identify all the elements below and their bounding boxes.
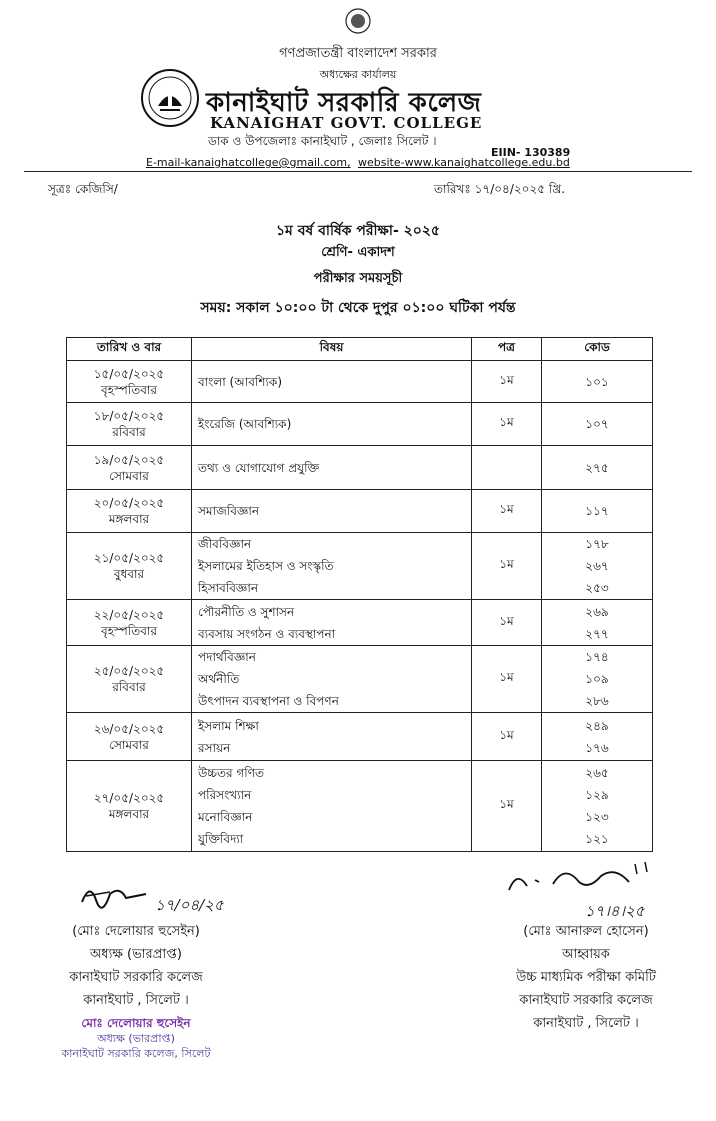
principal-block <box>26 920 246 1012</box>
office-name: অধ্যক্ষের কার্যালয় <box>319 68 397 81</box>
table-row <box>67 761 653 852</box>
table-row <box>67 533 653 600</box>
code-cell <box>542 646 653 713</box>
paper-cell <box>472 446 542 490</box>
table-row <box>67 403 653 446</box>
convener-name: (মোঃ আনারুল হোসেন) <box>523 924 649 939</box>
exam-day: রবিবার <box>112 425 146 439</box>
exam-date: ২৭/০৫/২০২৫ <box>93 791 165 805</box>
subject-name: বাংলা (আবশ্যিক) <box>198 374 283 389</box>
exam-day: সোমবার <box>109 468 149 483</box>
paper-cell: ১ম <box>472 490 542 533</box>
header-subject: বিষয় <box>192 338 472 361</box>
exam-day: বৃহস্পতিবার <box>101 382 157 397</box>
date-cell <box>67 761 192 852</box>
table-header-row <box>67 338 653 361</box>
subject-name: পৌরনীতি ও সুশাসন <box>198 604 295 619</box>
subject-code: ২৭৭ <box>585 626 609 641</box>
subject-name: উচ্চতর গণিত <box>198 766 264 780</box>
subject-name: হিসাববিজ্ঞান <box>198 581 259 595</box>
code-cell <box>542 533 653 600</box>
date-cell <box>67 533 192 600</box>
code-cell <box>542 446 653 490</box>
principal-institution: কানাইঘাট সরকারি কলেজ <box>69 970 203 985</box>
subject-code: ১০১ <box>585 374 609 389</box>
subject-cell <box>192 600 472 646</box>
header-divider <box>24 171 692 172</box>
subject-code: ২৬৫ <box>585 766 609 780</box>
subject-name: যুক্তিবিদ্যা <box>198 832 244 846</box>
principal-name: (মোঃ দেলোয়ার হুসেইন) <box>72 924 200 939</box>
exam-day: বৃহস্পতিবার <box>101 623 157 638</box>
website-link[interactable]: website-www.kanaighatcollege.edu.bd <box>358 156 570 169</box>
subject-name: পরিসংখ্যান <box>198 788 252 802</box>
principal-stamp <box>36 1016 236 1061</box>
subject-name: পদার্থবিজ্ঞান <box>198 650 256 664</box>
subject-code: ২৭৫ <box>585 460 609 475</box>
date-cell <box>67 713 192 761</box>
principal-place: কানাইঘাট , সিলেট । <box>83 993 189 1008</box>
signature-scribble-icon <box>505 860 665 896</box>
stamp-title: অধ্যক্ষ (ভারপ্রাপ্ত) <box>97 1032 175 1045</box>
header-date: তারিখ ও বার <box>67 338 192 361</box>
table-row <box>67 713 653 761</box>
subject-cell <box>192 361 472 403</box>
exam-day: মঙ্গলবার <box>108 807 150 821</box>
date-cell <box>67 600 192 646</box>
subject-cell <box>192 490 472 533</box>
principal-title: অধ্যক্ষ (ভারপ্রাপ্ত) <box>90 947 182 962</box>
subject-cell <box>192 403 472 446</box>
subject-cell <box>192 533 472 600</box>
subject-code: ১২৯ <box>585 788 609 802</box>
subject-name: জীববিজ্ঞান <box>198 537 252 551</box>
subject-cell <box>192 761 472 852</box>
table-row <box>67 646 653 713</box>
subject-code: ২৪৯ <box>585 718 609 733</box>
paper-cell: ১ম <box>472 713 542 761</box>
paper-cell: ১ম <box>472 761 542 852</box>
date-cell <box>67 403 192 446</box>
stamp-name: মোঃ দেলোয়ার হুসেইন <box>81 1016 191 1030</box>
subject-name: ইংরেজি (আবশ্যিক) <box>198 417 292 431</box>
subject-code: ১০৭ <box>585 417 609 431</box>
exam-day: রবিবার <box>112 680 146 694</box>
date-cell <box>67 446 192 490</box>
eiin-number: EIIN- 130389 <box>491 146 571 159</box>
subject-name: তথ্য ও যোগাযোগ প্রযুক্তি <box>198 460 320 475</box>
code-cell <box>542 761 653 852</box>
exam-date: ১৫/০৫/২০২৫ <box>93 366 165 381</box>
college-emblem-icon <box>140 68 200 128</box>
paper-cell: ১ম <box>472 403 542 446</box>
subject-code: ২৬৭ <box>585 559 609 573</box>
subject-code: ১৭৪ <box>585 650 609 664</box>
subject-name: ইসলাম শিক্ষা <box>198 718 259 733</box>
subject-name: মনোবিজ্ঞান <box>198 810 253 824</box>
signature-scribble-icon <box>80 880 150 910</box>
exam-date: ২২/০৫/২০২৫ <box>93 607 165 622</box>
code-cell <box>542 403 653 446</box>
paper-cell: ১ম <box>472 646 542 713</box>
convener-institution: কানাইঘাট সরকারি কলেজ <box>519 993 653 1008</box>
subject-name: উৎপাদন ব্যবস্থাপনা ও বিপণন <box>198 694 339 708</box>
exam-day: সোমবার <box>109 737 149 752</box>
exam-date: ১৮/০৫/২০২৫ <box>93 409 165 423</box>
exam-day: মঙ্গলবার <box>108 512 150 526</box>
subject-code: ১২১ <box>585 832 609 846</box>
exam-title: ১ম বর্ষ বার্ষিক পরীক্ষা- ২০২৫ <box>275 223 441 239</box>
subject-name: সমাজবিজ্ঞান <box>198 504 260 518</box>
reference-number: সূত্রঃ কেজিসি/ <box>48 182 118 196</box>
email-link[interactable]: E-mail-kanaighatcollege@gmail.com, <box>146 156 351 169</box>
header-paper: পত্র <box>472 338 542 361</box>
date-cell <box>67 490 192 533</box>
convener-committee: উচ্চ মাধ্যমিক পরীক্ষা কমিটি <box>516 970 656 985</box>
code-cell <box>542 361 653 403</box>
paper-cell: ১ম <box>472 533 542 600</box>
convener-sign-date: ১৭।৪।২৫ <box>585 902 645 920</box>
subject-code: ২৬৯ <box>585 604 609 619</box>
table-row <box>67 446 653 490</box>
subject-code: ২৫৩ <box>585 581 609 595</box>
government-seal-icon <box>345 8 371 34</box>
paper-cell: ১ম <box>472 361 542 403</box>
issue-date: তারিখঃ ১৭/০৪/২০২৫ খ্রি. <box>434 182 566 196</box>
date-cell <box>67 646 192 713</box>
college-address: ডাক ও উপজেলাঃ কানাইঘাট , জেলাঃ সিলেট । <box>208 134 437 148</box>
date-cell <box>67 361 192 403</box>
subject-cell <box>192 646 472 713</box>
convener-place: কানাইঘাট , সিলেট । <box>533 1016 639 1031</box>
header-code: কোড <box>542 338 653 361</box>
exam-schedule-table <box>66 337 653 852</box>
exam-date: ২১/০৫/২০২৫ <box>93 551 165 565</box>
subject-code: ১০৯ <box>585 672 609 686</box>
subject-code: ১৭৬ <box>585 740 609 755</box>
class-title: শ্রেণি- একাদশ <box>321 245 395 260</box>
exam-date: ১৯/০৫/২০২৫ <box>93 452 165 467</box>
schedule-title: পরীক্ষার সময়সূচী <box>313 271 403 286</box>
subject-code: ১৭৮ <box>585 537 609 551</box>
code-cell <box>542 713 653 761</box>
convener-title: আহ্বায়ক <box>562 947 610 962</box>
exam-date: ২৫/০৫/২০২৫ <box>93 664 165 678</box>
subject-code: ২৮৬ <box>585 694 609 708</box>
subject-cell <box>192 713 472 761</box>
table-row <box>67 490 653 533</box>
subject-name: অর্থনীতি <box>198 672 240 686</box>
exam-time: সময়: সকাল ১০:০০ টা থেকে দুপুর ০১:০০ ঘটিকা পর্যন্ত <box>200 300 516 316</box>
subject-name: রসায়ন <box>198 740 231 755</box>
subject-name: ব্যবসায় সংগঠন ও ব্যবস্থাপনা <box>198 626 336 641</box>
paper-cell: ১ম <box>472 600 542 646</box>
college-name-bn: কানাইঘাট সরকারি কলেজ <box>206 88 482 118</box>
exam-day: বুধবার <box>113 567 145 581</box>
exam-date: ২০/০৫/২০২৫ <box>93 496 165 510</box>
subject-cell <box>192 446 472 490</box>
principal-sign-date: ১৭/০৪/২৫ <box>155 896 224 914</box>
college-name-en: KANAIGHAT GOVT. COLLEGE <box>210 114 483 132</box>
table-row <box>67 600 653 646</box>
subject-name: ইসলামের ইতিহাস ও সংস্কৃতি <box>198 559 334 573</box>
convener-block <box>456 920 716 1035</box>
principal-signature <box>80 880 224 919</box>
table-row <box>67 361 653 403</box>
stamp-institution: কানাইঘাট সরকারি কলেজ, সিলেট <box>61 1047 211 1060</box>
subject-code: ১১৭ <box>585 504 609 518</box>
government-name: গণপ্রজাতন্ত্রী বাংলাদেশ সরকার <box>279 46 437 61</box>
code-cell <box>542 600 653 646</box>
code-cell <box>542 490 653 533</box>
exam-date: ২৬/০৫/২০২৫ <box>93 721 165 736</box>
subject-code: ১২৩ <box>585 810 609 824</box>
convener-signature <box>505 860 665 925</box>
